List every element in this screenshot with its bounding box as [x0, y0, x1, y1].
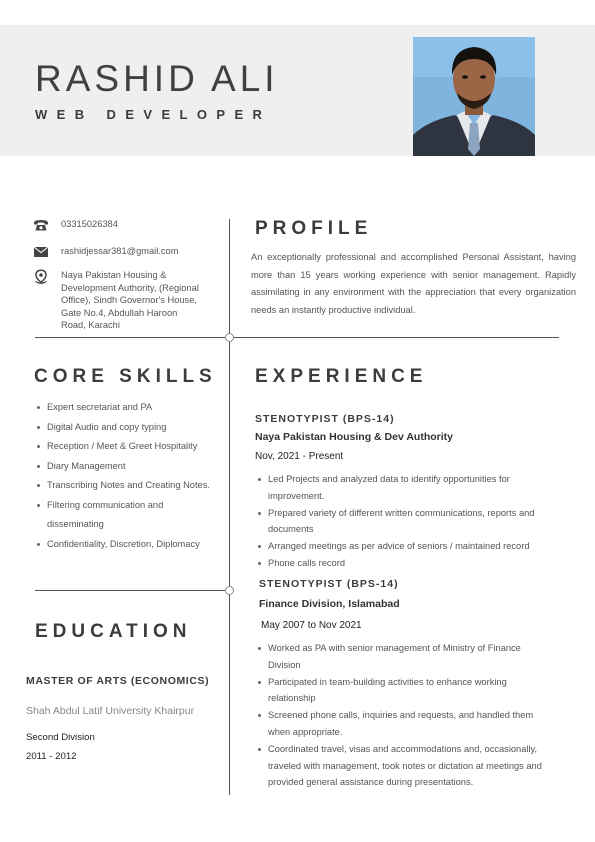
- duty-item: Coordinated travel, visas and accommodations and, occasionally, traveled with management, took notes or dictation at meetings and provided general assistance during presentations.: [268, 741, 553, 791]
- skill-item: Reception / Meet & Greet Hospitality: [47, 437, 232, 457]
- skill-item: Confidentiality, Discretion, Diplomacy: [47, 535, 232, 555]
- email-address[interactable]: rashidjessar381@gmail.com: [61, 246, 179, 256]
- skill-item: Expert secretariat and PA: [47, 398, 232, 418]
- university-name: Shah Abdul Latif University Khairpur: [26, 705, 195, 717]
- profile-heading: PROFILE: [255, 218, 373, 239]
- duty-item: Phone calls record: [268, 555, 558, 572]
- skill-item: Transcribing Notes and Creating Notes.: [47, 476, 232, 496]
- job-period: May 2007 to Nov 2021: [261, 620, 362, 631]
- duty-item: Arranged meetings as per advice of seniors / maintained record: [268, 538, 558, 555]
- envelope-icon: [33, 245, 49, 261]
- job-title: STENOTYPIST (BPS-14): [259, 578, 399, 590]
- portrait-illustration: [413, 37, 535, 156]
- location-pin-icon: [33, 269, 49, 285]
- address-line: Office), Sindh Governor's House,: [61, 295, 197, 306]
- phone-number[interactable]: 03315026384: [61, 219, 118, 229]
- duty-item: Led Projects and analyzed data to identify opportunities for improvement.: [268, 471, 558, 505]
- education-years: 2011 - 2012: [26, 751, 77, 762]
- division-result: Second Division: [26, 732, 95, 743]
- education-heading: EDUCATION: [35, 621, 192, 642]
- duty-item: Prepared variety of different written communications, reports and documents: [268, 505, 558, 539]
- candidate-title: WEB DEVELOPER: [35, 107, 272, 122]
- address-line: Gate No.4, Abdullah Haroon: [61, 307, 178, 318]
- skill-item: Digital Audio and copy typing: [47, 418, 232, 438]
- job-duties: [256, 640, 553, 791]
- address-line: Road, Karachi: [61, 320, 120, 331]
- profile-photo: [413, 37, 535, 156]
- phone-icon: [33, 218, 49, 234]
- skills-list: [35, 398, 232, 554]
- skill-item: Filtering communication and disseminating: [47, 496, 197, 535]
- experience-heading: EXPERIENCE: [255, 366, 428, 387]
- job-organization: Finance Division, Islamabad: [259, 598, 400, 610]
- address-line: Naya Pakistan Housing &: [61, 270, 167, 280]
- address-line: Development Authority, (Regional: [61, 282, 199, 293]
- duty-item: Worked as PA with senior management of Ministry of Finance Division: [268, 640, 553, 674]
- degree-title: MASTER OF ARTS (ECONOMICS): [26, 675, 210, 687]
- skills-heading: CORE SKILLS: [34, 366, 217, 387]
- profile-summary: An exceptionally professional and accomplished Personal Assistant, having more than 15 years working experience with senior management. Rapidly assimilating in any environment with the appreciation that every organization needs an instantly productive individual.: [251, 252, 576, 315]
- candidate-name: RASHID ALI: [35, 58, 279, 99]
- job-organization: Naya Pakistan Housing & Dev Authority: [255, 431, 453, 443]
- section-divider-top: [35, 337, 559, 338]
- section-divider-left: [35, 590, 229, 591]
- address-block: [61, 269, 221, 332]
- duty-item: Participated in team-building activities to enhance working relationship: [268, 674, 553, 708]
- divider-node: [225, 333, 234, 342]
- job-title: STENOTYPIST (BPS-14): [255, 413, 395, 425]
- skill-item: Diary Management: [47, 457, 232, 477]
- divider-node: [225, 586, 234, 595]
- duty-item: Screened phone calls, inquiries and requests, and handled them when appropriate.: [268, 707, 553, 741]
- job-period: Nov, 2021 - Present: [255, 451, 344, 462]
- job-duties: [256, 471, 558, 572]
